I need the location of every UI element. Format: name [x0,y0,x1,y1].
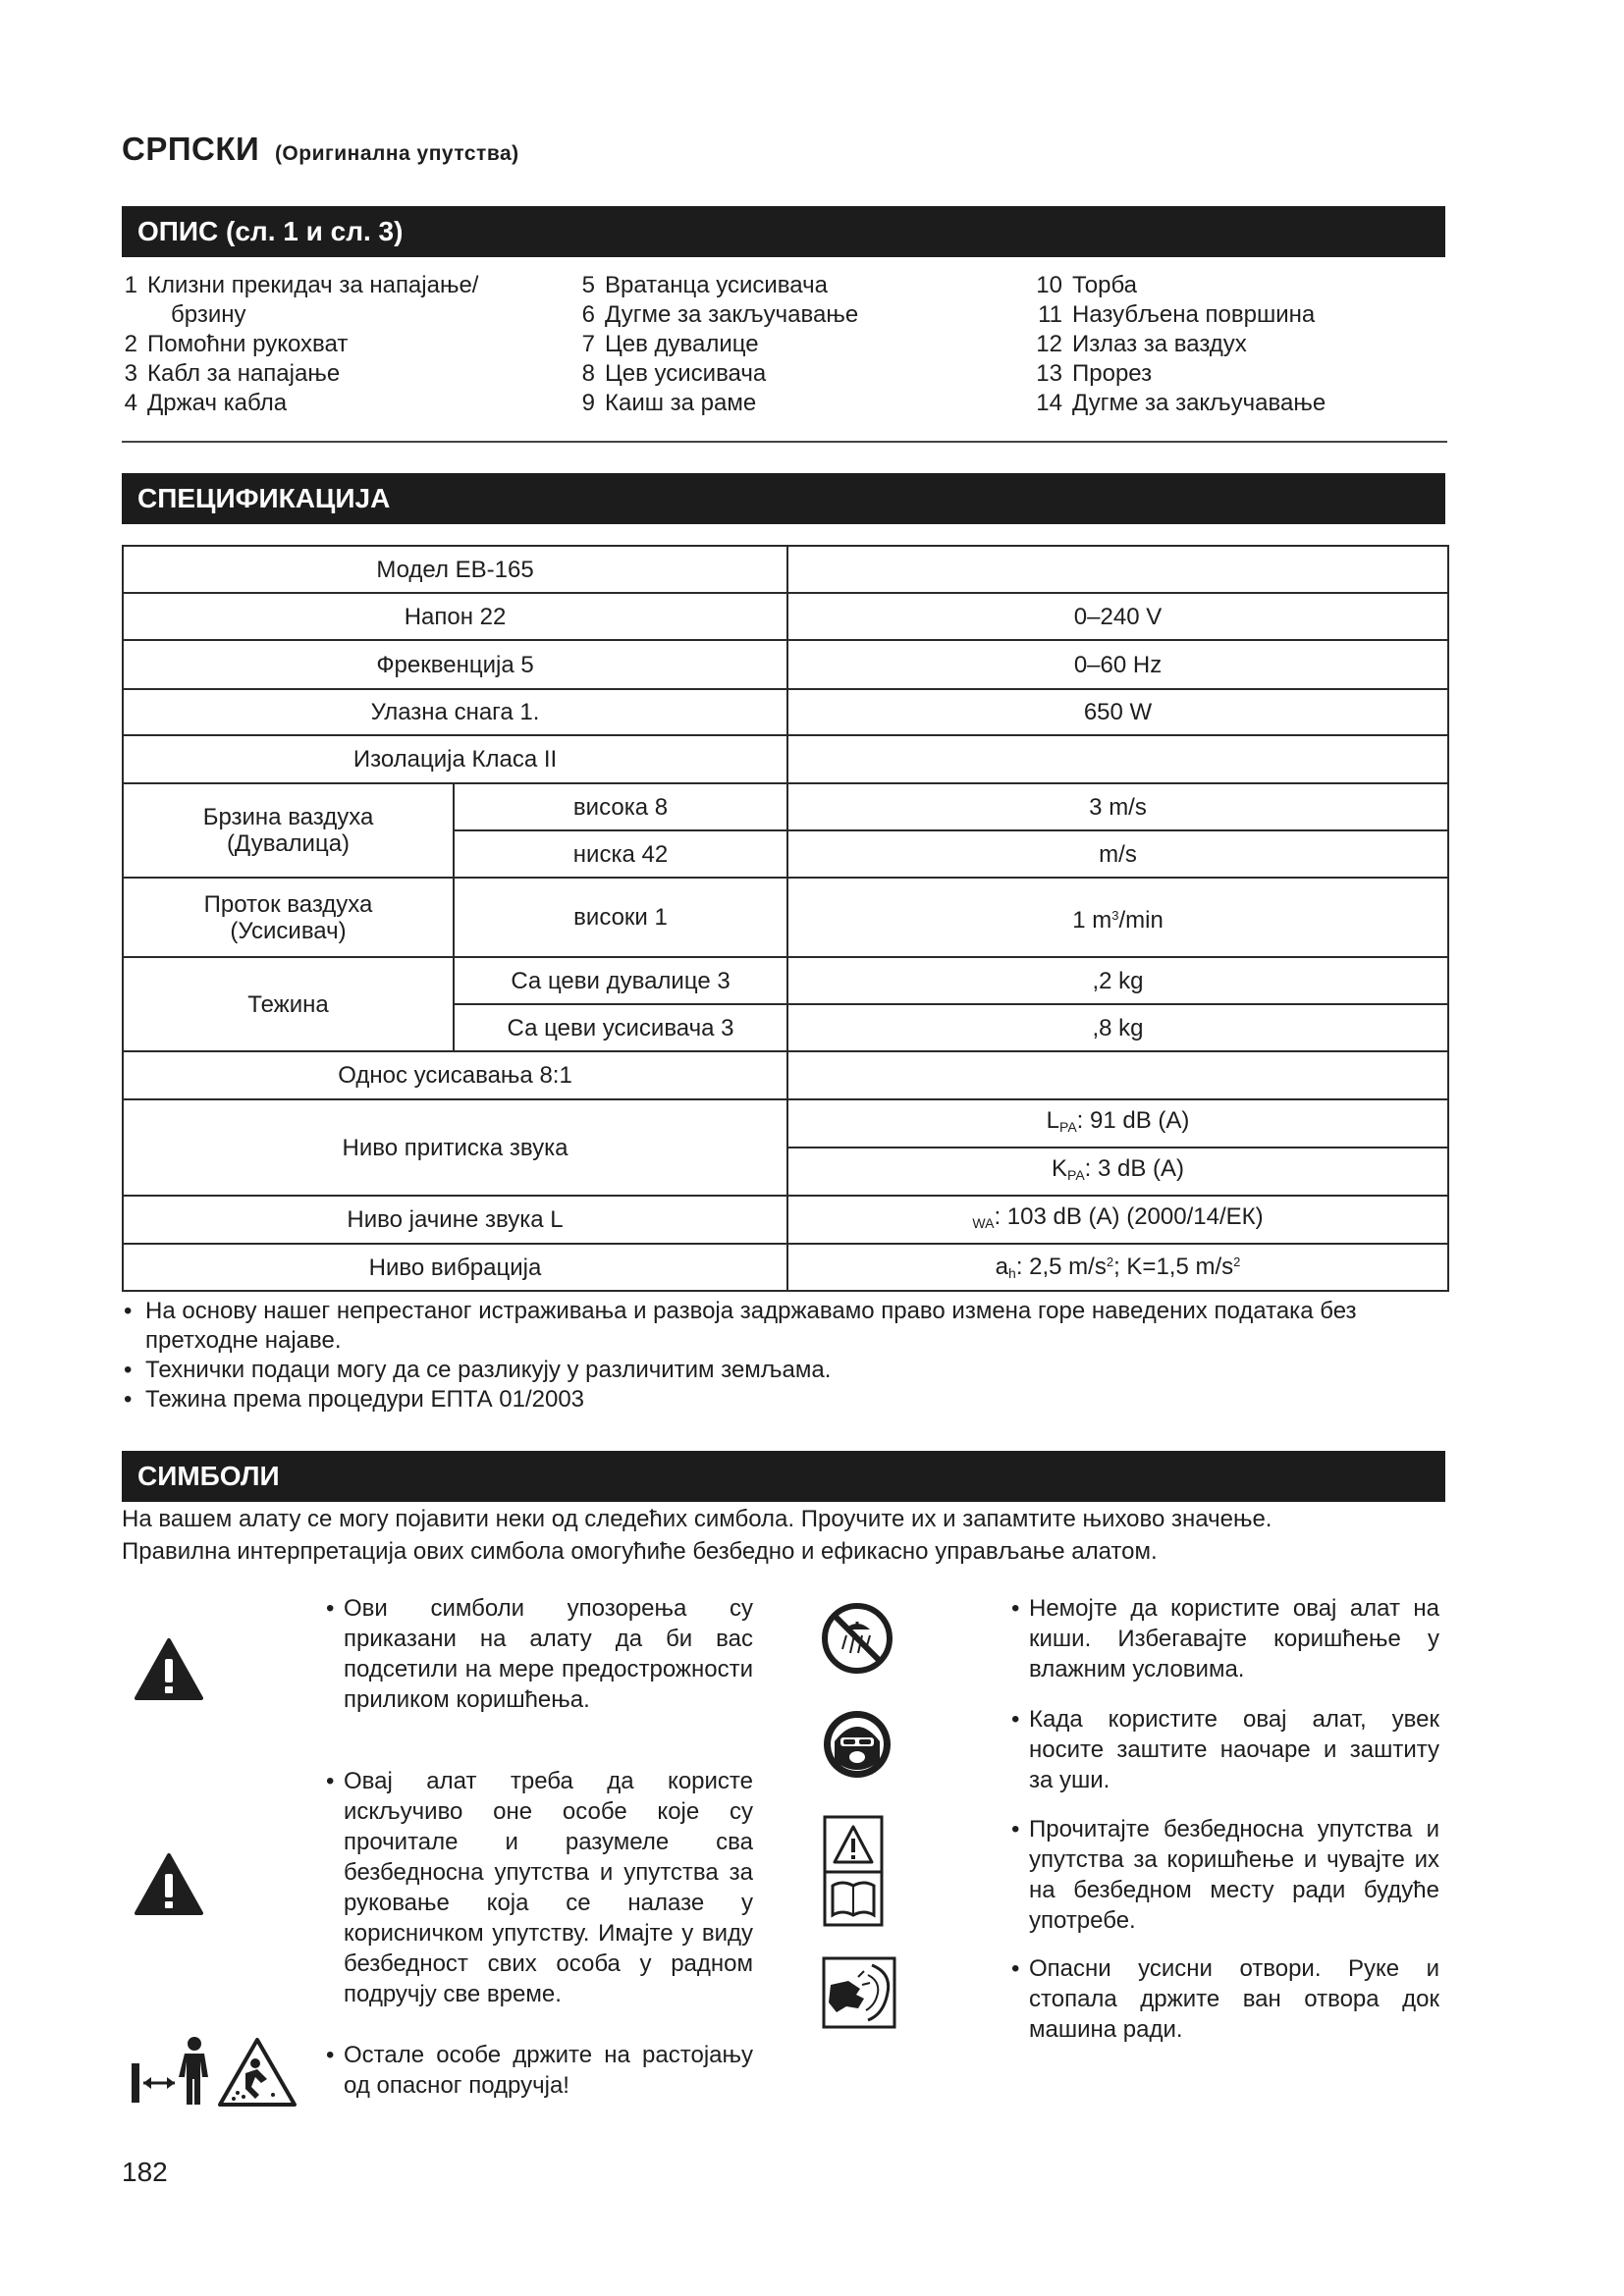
note-item: • Тежина према процедури ЕПТА 01/2003 [122,1385,1477,1415]
list-item: 9 Каиш за раме [581,390,757,416]
read-manual-icon [821,1815,886,1927]
table-row [123,1196,1448,1244]
list-item: 4 Држач кабла [124,390,288,416]
specification-section-bar [122,473,1445,524]
spec-voltage-label: Напон 22 [123,593,787,640]
spec-air-speed-low-value: m/s [787,830,1448,878]
spec-model-label: Модел ЕВ-165 [123,546,787,593]
spec-weight-blower-label: Са цеви дувалице 3 [454,957,787,1004]
spec-power-value: 650 W [787,689,1448,735]
list-item: 12 Излаз за ваздух [1036,331,1247,357]
hazardous-intake-icon [821,1955,897,2030]
spec-mulching-label: Однос усисавања 8:1 [123,1051,787,1099]
no-rain-icon [821,1602,893,1675]
spec-lpa-value: $L_{PA}$: 91 dB (A) [787,1099,1448,1148]
specification-title: СПЕЦИФИКАЦИЈА [137,483,391,513]
spec-air-speed-high-label: висока 8 [454,783,787,830]
spec-weight-vac-label: Са цеви усисивача 3 [454,1004,787,1051]
eye-ear-protection-icon [821,1708,893,1781]
spec-kpa-value: $K_{PA}$: 3 dB (A) [787,1148,1448,1196]
spec-air-speed-label: Брзина ваздуха (Дувалица) [123,783,454,878]
symbol-text-no-rain: • Немојте да користите овај алат на киши. Избегавајте коришћење у влажним условима. [1011,1595,1439,1682]
note-item: • На основу нашег непрестаног истраживања и развоја задржавамо право измена горе наведених података без претходне најаве. [122,1297,1477,1356]
spec-vibration-label: Ниво вибрација [123,1244,787,1291]
spec-notes [122,1297,1477,1415]
spec-vibration-value: $a_h$: 2,5 $m/s^2$; K=1,5 $m/s^2$ [787,1244,1448,1291]
table-row [123,546,1448,593]
spec-voltage-value: 0–240 V [787,593,1448,640]
spec-airflow-high-label: високи 1 [454,878,787,957]
table-row [123,1099,1448,1148]
spec-power-label: Улазна снага 1. [123,689,787,735]
spec-sound-pressure-label: Ниво притиска звука [123,1099,787,1196]
table-row [123,689,1448,735]
symbol-text-read-manual: • Прочитајте безбедносна упутства и упутства за коришћење и чувајте их на безбедном месту ради будуће употребе. [1011,1816,1439,1934]
note-item: • Технички подаци могу да се разликују у различитим земљама. [122,1356,1477,1385]
list-item: 5 Вратанца усисивача [581,272,828,298]
specification-table [122,545,1449,1292]
language-subtitle: (Оригинална упутства) [274,142,519,165]
table-row [123,878,1448,957]
keep-distance-icon [130,2030,298,2109]
list-item: 11 Назубљена површина [1038,301,1316,328]
symbols-title: СИМБОЛИ [137,1461,280,1491]
spec-frequency-label: Фреквенција 5 [123,640,787,689]
description-title: ОПИС (сл. 1 и сл. 3) [137,216,404,246]
spec-lwa-value: $_{WA}$: 103 dB (A) (2000/14/ЕК) [787,1196,1448,1244]
language-title: СРПСКИ [122,131,260,167]
symbols-intro: На вашем алату се могу појавити неки од следећих симбола. Проучите их и запамтите њихово значење. Правилна интерпретација ових симбола омогућиће безбедно и ефикасно управљање алатом. [122,1506,1272,1565]
spec-model-value [787,546,1448,593]
spec-weight-vac-value: ,8 kg [787,1004,1448,1051]
table-row [123,1244,1448,1291]
section-divider [122,441,1447,443]
warning-triangle-icon [134,1637,204,1702]
table-row [123,957,1448,1004]
list-item: 2 Помоћни рукохват [124,331,349,357]
list-item: 6 Дугме за закључавање [581,301,859,328]
symbols-section-bar [122,1451,1445,1502]
list-item: 10 Торба [1036,272,1138,298]
warning-triangle-icon [134,1852,204,1917]
list-item: 13 Прорез [1036,360,1153,387]
page-number: 182 [122,2157,168,2187]
symbol-text-qualified-users: • Овај алат треба да користе искључиво оне особе које су прочитале и разумеле сва безбедносна упутства и упутства за руковање која се налазе у корисничком упутству. Имајте у виду безбедност свих особа у радном подручју све време. [326,1768,753,2007]
table-row [123,783,1448,830]
list-item: 14 Дугме за закључавање [1036,390,1326,416]
symbol-text-keep-distance: • Остале особе држите на растојању од опасног подручја! [326,2042,753,2099]
symbol-text-hazardous-intake: • Опасни усисни отвори. Руке и стопала држите ван отвора док машина ради. [1011,1955,1439,2043]
spec-weight-label: Тежина [123,957,454,1051]
description-section-bar [122,206,1445,257]
page-title [122,131,519,168]
spec-insulation-label: Изолација Класа II [123,735,787,783]
spec-airflow-high-value: 1 $m^3/\min$ [787,878,1448,957]
list-item: 8 Цев усисивача [581,360,767,387]
spec-weight-blower-value: ,2 kg [787,957,1448,1004]
list-item: 7 Цев дувалице [581,331,759,357]
spec-sound-power-label: Ниво јачине звука L [123,1196,787,1244]
spec-airflow-label: Проток ваздуха (Усисивач) [123,878,454,957]
list-item: 1 Клизни прекидач за напајање/ [124,272,479,298]
spec-air-speed-high-value: 3 m/s [787,783,1448,830]
table-row [123,1051,1448,1099]
list-item: 3 Кабл за напајање [124,360,341,387]
table-row [123,735,1448,783]
spec-air-speed-low-label: ниска 42 [454,830,787,878]
spec-frequency-value: 0–60 Hz [787,640,1448,689]
list-item: брзину [171,301,246,328]
symbol-text-warning: • Ови симболи упозорења су приказани на алату да би вас подсетили на мере предострожности приликом коришћења. [326,1595,753,1713]
spec-insulation-value [787,735,1448,783]
spec-mulching-value [787,1051,1448,1099]
table-row [123,593,1448,640]
symbol-text-protection: • Када користите овај алат, увек носите заштите наочаре и заштиту за уши. [1011,1706,1439,1793]
table-row [123,640,1448,689]
